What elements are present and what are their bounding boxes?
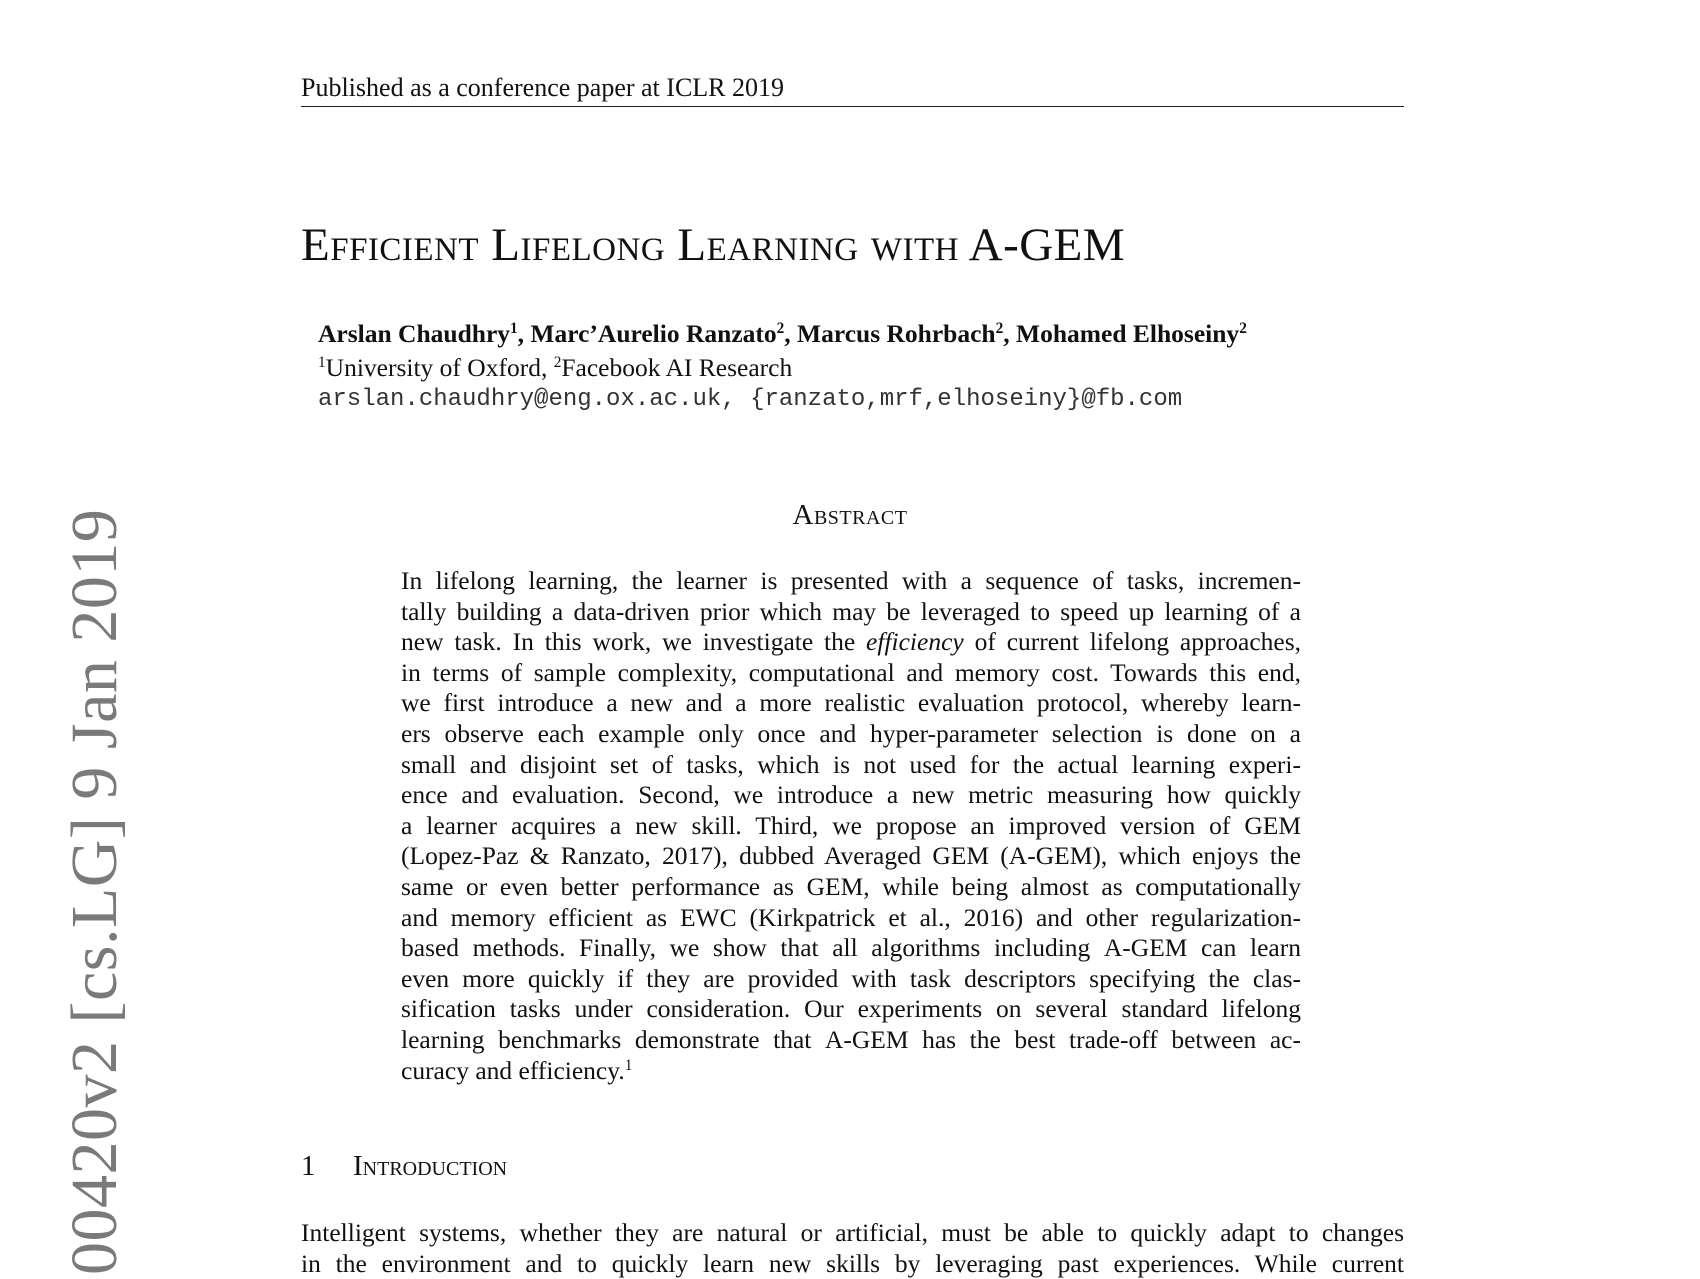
footnote-mark[interactable]: 1 — [624, 1056, 633, 1074]
affiliation-mark: 1 — [510, 319, 518, 337]
abstract-line: even more quickly if they are provided with task descriptors specifying the clas- — [401, 963, 1301, 993]
paper-title: Efficient Lifelong Learning with A-GEM — [301, 219, 1126, 271]
affiliations — [318, 352, 792, 384]
abstract-line: same or even better performance as GEM, while being almost as computationally — [401, 871, 1301, 901]
introduction-body — [301, 1218, 1404, 1279]
abstract-line: we first introduce a new and a more realistic evaluation protocol, whereby learn- — [401, 688, 1301, 718]
abstract-heading: Abstract — [792, 499, 908, 531]
abstract-line: a learner acquires a new skill. Third, we propose an improved version of GEM — [401, 810, 1301, 840]
affiliation-mark: 2 — [553, 353, 562, 371]
abstract-line: and memory efficient as EWC (Kirkpatrick et al., 2016) and other regularization- — [401, 902, 1301, 932]
author-emails: arslan.chaudhry@eng.ox.ac.uk, {ranzato,mrf,elhoseiny}@fb.com — [318, 386, 1183, 413]
abstract-line: in terms of sample complexity, computational and memory cost. Towards this end, — [401, 657, 1301, 687]
author-list: Arslan Chaudhry$^1$, Marc’Aurelio Ranzato$^2$, Marcus Rohrbach$^2$, Mohamed Elhoseiny$^2$ — [318, 319, 1247, 348]
affiliation-mark: 1 — [318, 353, 326, 371]
affiliation-mark: 2 — [776, 319, 785, 337]
affiliation-name: Facebook AI Research — [561, 353, 793, 382]
abstract-line: based methods. Finally, we show that all algorithms including A-GEM can learn — [401, 933, 1301, 963]
abstract-line: sification tasks under consideration. Our experiments on several standard lifelong — [401, 994, 1301, 1024]
body-line: in the environment and to quickly learn new skills by leveraging past experiences. While current — [301, 1248, 1404, 1278]
section-heading-introduction — [301, 1148, 507, 1184]
affiliation-name: University of Oxford, — [325, 353, 548, 382]
method-name: A-GEM — [824, 1024, 909, 1054]
affiliation-mark: 2 — [995, 319, 1004, 337]
abstract-line: ence and evaluation. Second, we introduce a new metric measuring how quickly — [401, 780, 1301, 810]
abstract-line: small and disjoint set of tasks, which is not used for the actual learning experi- — [401, 749, 1301, 779]
abstract-line: learning benchmarks demonstrate that A-GEM has the best trade-off between ac- — [401, 1024, 1301, 1054]
section-title: Introduction — [353, 1150, 508, 1182]
running-header: Published as a conference paper at ICLR 2019 — [301, 72, 1404, 107]
body-line: Intelligent systems, whether they are natural or artificial, must be able to quickly adapt to changes — [301, 1218, 1404, 1247]
section-number: 1 — [301, 1150, 316, 1182]
author-name: Mohamed Elhoseiny — [1016, 319, 1240, 348]
abstract-line: (Lopez-Paz & Ranzato, 2017), dubbed Averaged GEM (A-GEM), which enjoys the — [401, 841, 1301, 871]
method-name: A-GEM — [1103, 933, 1188, 963]
abstract-body — [401, 566, 1301, 1086]
author-name: Arslan Chaudhry — [318, 319, 511, 348]
abstract-line: ers observe each example only once and hyper-parameter selection is done on a — [401, 718, 1301, 748]
abstract-line: In lifelong learning, the learner is presented with a sequence of tasks, incremen- — [401, 566, 1301, 595]
emphasis: efficiency — [866, 627, 964, 657]
author-name: Marc’Aurelio Ranzato — [530, 319, 777, 348]
abstract-line: tally building a data-driven prior which may be leveraged to speed up learning of a — [401, 596, 1301, 626]
abstract-line: new task. In this work, we investigate the efficiency of current lifelong approaches, — [401, 627, 1301, 657]
abstract-line: curacy and efficiency.$^1$ — [401, 1055, 633, 1085]
affiliation-mark: 2 — [1239, 319, 1247, 337]
method-name: A-GEM — [1008, 841, 1093, 871]
arxiv-stamp: 00420v2 [cs.LG] 9 Jan 2019 — [58, 508, 131, 1275]
author-name: Marcus Rohrbach — [797, 319, 996, 348]
